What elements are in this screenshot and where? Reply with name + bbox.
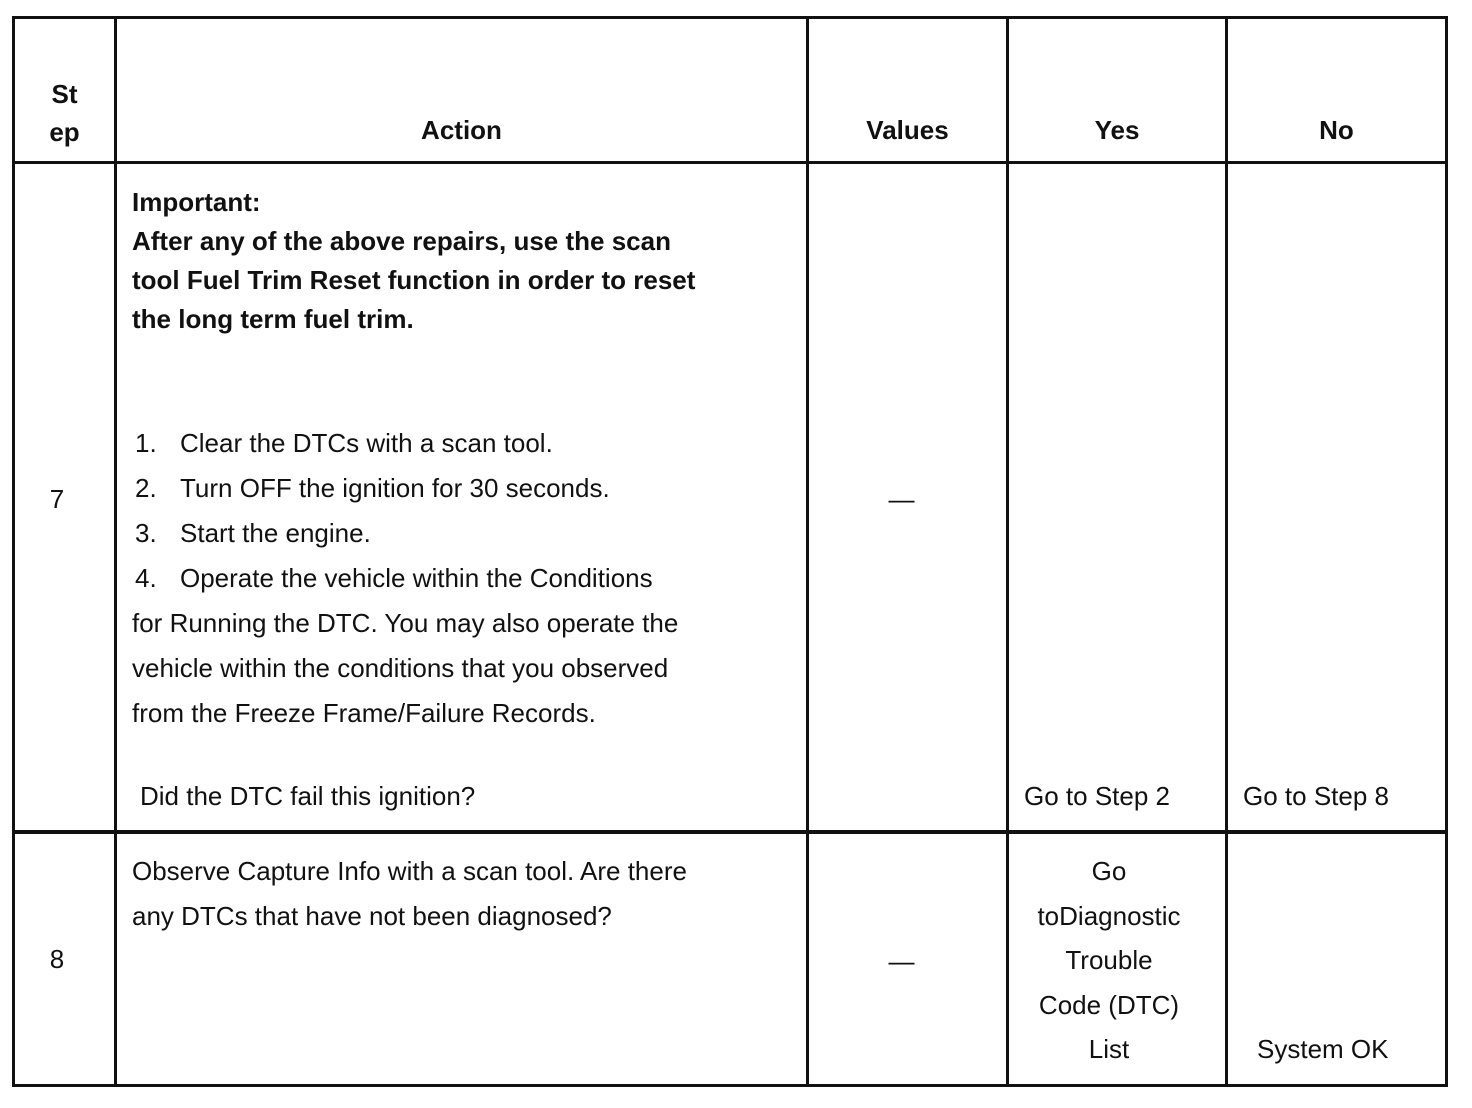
row8-action [132, 856, 802, 946]
row8-yes-line-2: toDiagnostic [1037, 900, 1181, 931]
important-line-3: the long term fuel trim. [132, 304, 414, 334]
header-values: Values [866, 115, 949, 145]
row8-step: 8 [49, 944, 65, 974]
procedure-list [132, 428, 802, 608]
important-line-2: tool Fuel Trim Reset function in order to reset [132, 265, 696, 295]
header-step-line2: ep [49, 117, 80, 147]
row8-yes-line-1: Go [1091, 856, 1127, 886]
row8-yes-line-3: Trouble [1065, 945, 1153, 975]
row7-step: 7 [49, 484, 65, 514]
row7-steps [132, 428, 802, 743]
list-item-text: Clear the DTCs with a scan tool. [180, 428, 553, 458]
row8-values-text: — [888, 946, 915, 976]
continuation-line-3: from the Freeze Frame/Failure Records. [132, 698, 596, 728]
row8-yes-line-4: Code (DTC) [1038, 989, 1180, 1020]
row8-action-line-2: any DTCs that have not been diagnosed? [132, 901, 612, 931]
row8-action-line-1: Observe Capture Info with a scan tool. Are there [132, 856, 687, 886]
list-item-text: Turn OFF the ignition for 30 seconds. [180, 473, 610, 503]
important-label: Important: [132, 187, 261, 217]
row7-values-text: — [888, 484, 915, 514]
row7-values [809, 484, 994, 514]
header-step [15, 75, 114, 151]
list-item-text: Operate the vehicle within the Conditions [180, 563, 653, 593]
header-step-line1: St [51, 79, 78, 109]
row7-no: Go to Step 8 [1243, 781, 1389, 811]
list-item-text: Start the engine. [180, 518, 371, 548]
row7-yes: Go to Step 2 [1024, 781, 1170, 811]
list-item [132, 428, 802, 473]
continuation-line-2: vehicle within the conditions that you observed [132, 653, 669, 683]
row8-yes-line-5: List [1088, 1034, 1130, 1064]
important-line-1: After any of the above repairs, use the scan [132, 226, 671, 256]
header-yes: Yes [1094, 115, 1140, 145]
header-no: No [1319, 115, 1354, 145]
continuation-line-1: for Running the DTC. You may also operate the [132, 608, 679, 638]
list-item-number: 2. [135, 473, 157, 503]
row8-no: System OK [1257, 1034, 1389, 1064]
list-item-number: 1. [135, 428, 157, 458]
list-item-number: 3. [135, 518, 157, 548]
header-action: Action [421, 115, 502, 145]
list-item [132, 518, 802, 563]
row8-values [809, 946, 994, 976]
list-item-number: 4. [135, 563, 157, 593]
row7-action [132, 183, 802, 339]
row7-question: Did the DTC fail this ignition? [140, 781, 476, 811]
row8-yes [1009, 856, 1209, 1079]
list-item [132, 473, 802, 518]
list-item [132, 563, 802, 608]
